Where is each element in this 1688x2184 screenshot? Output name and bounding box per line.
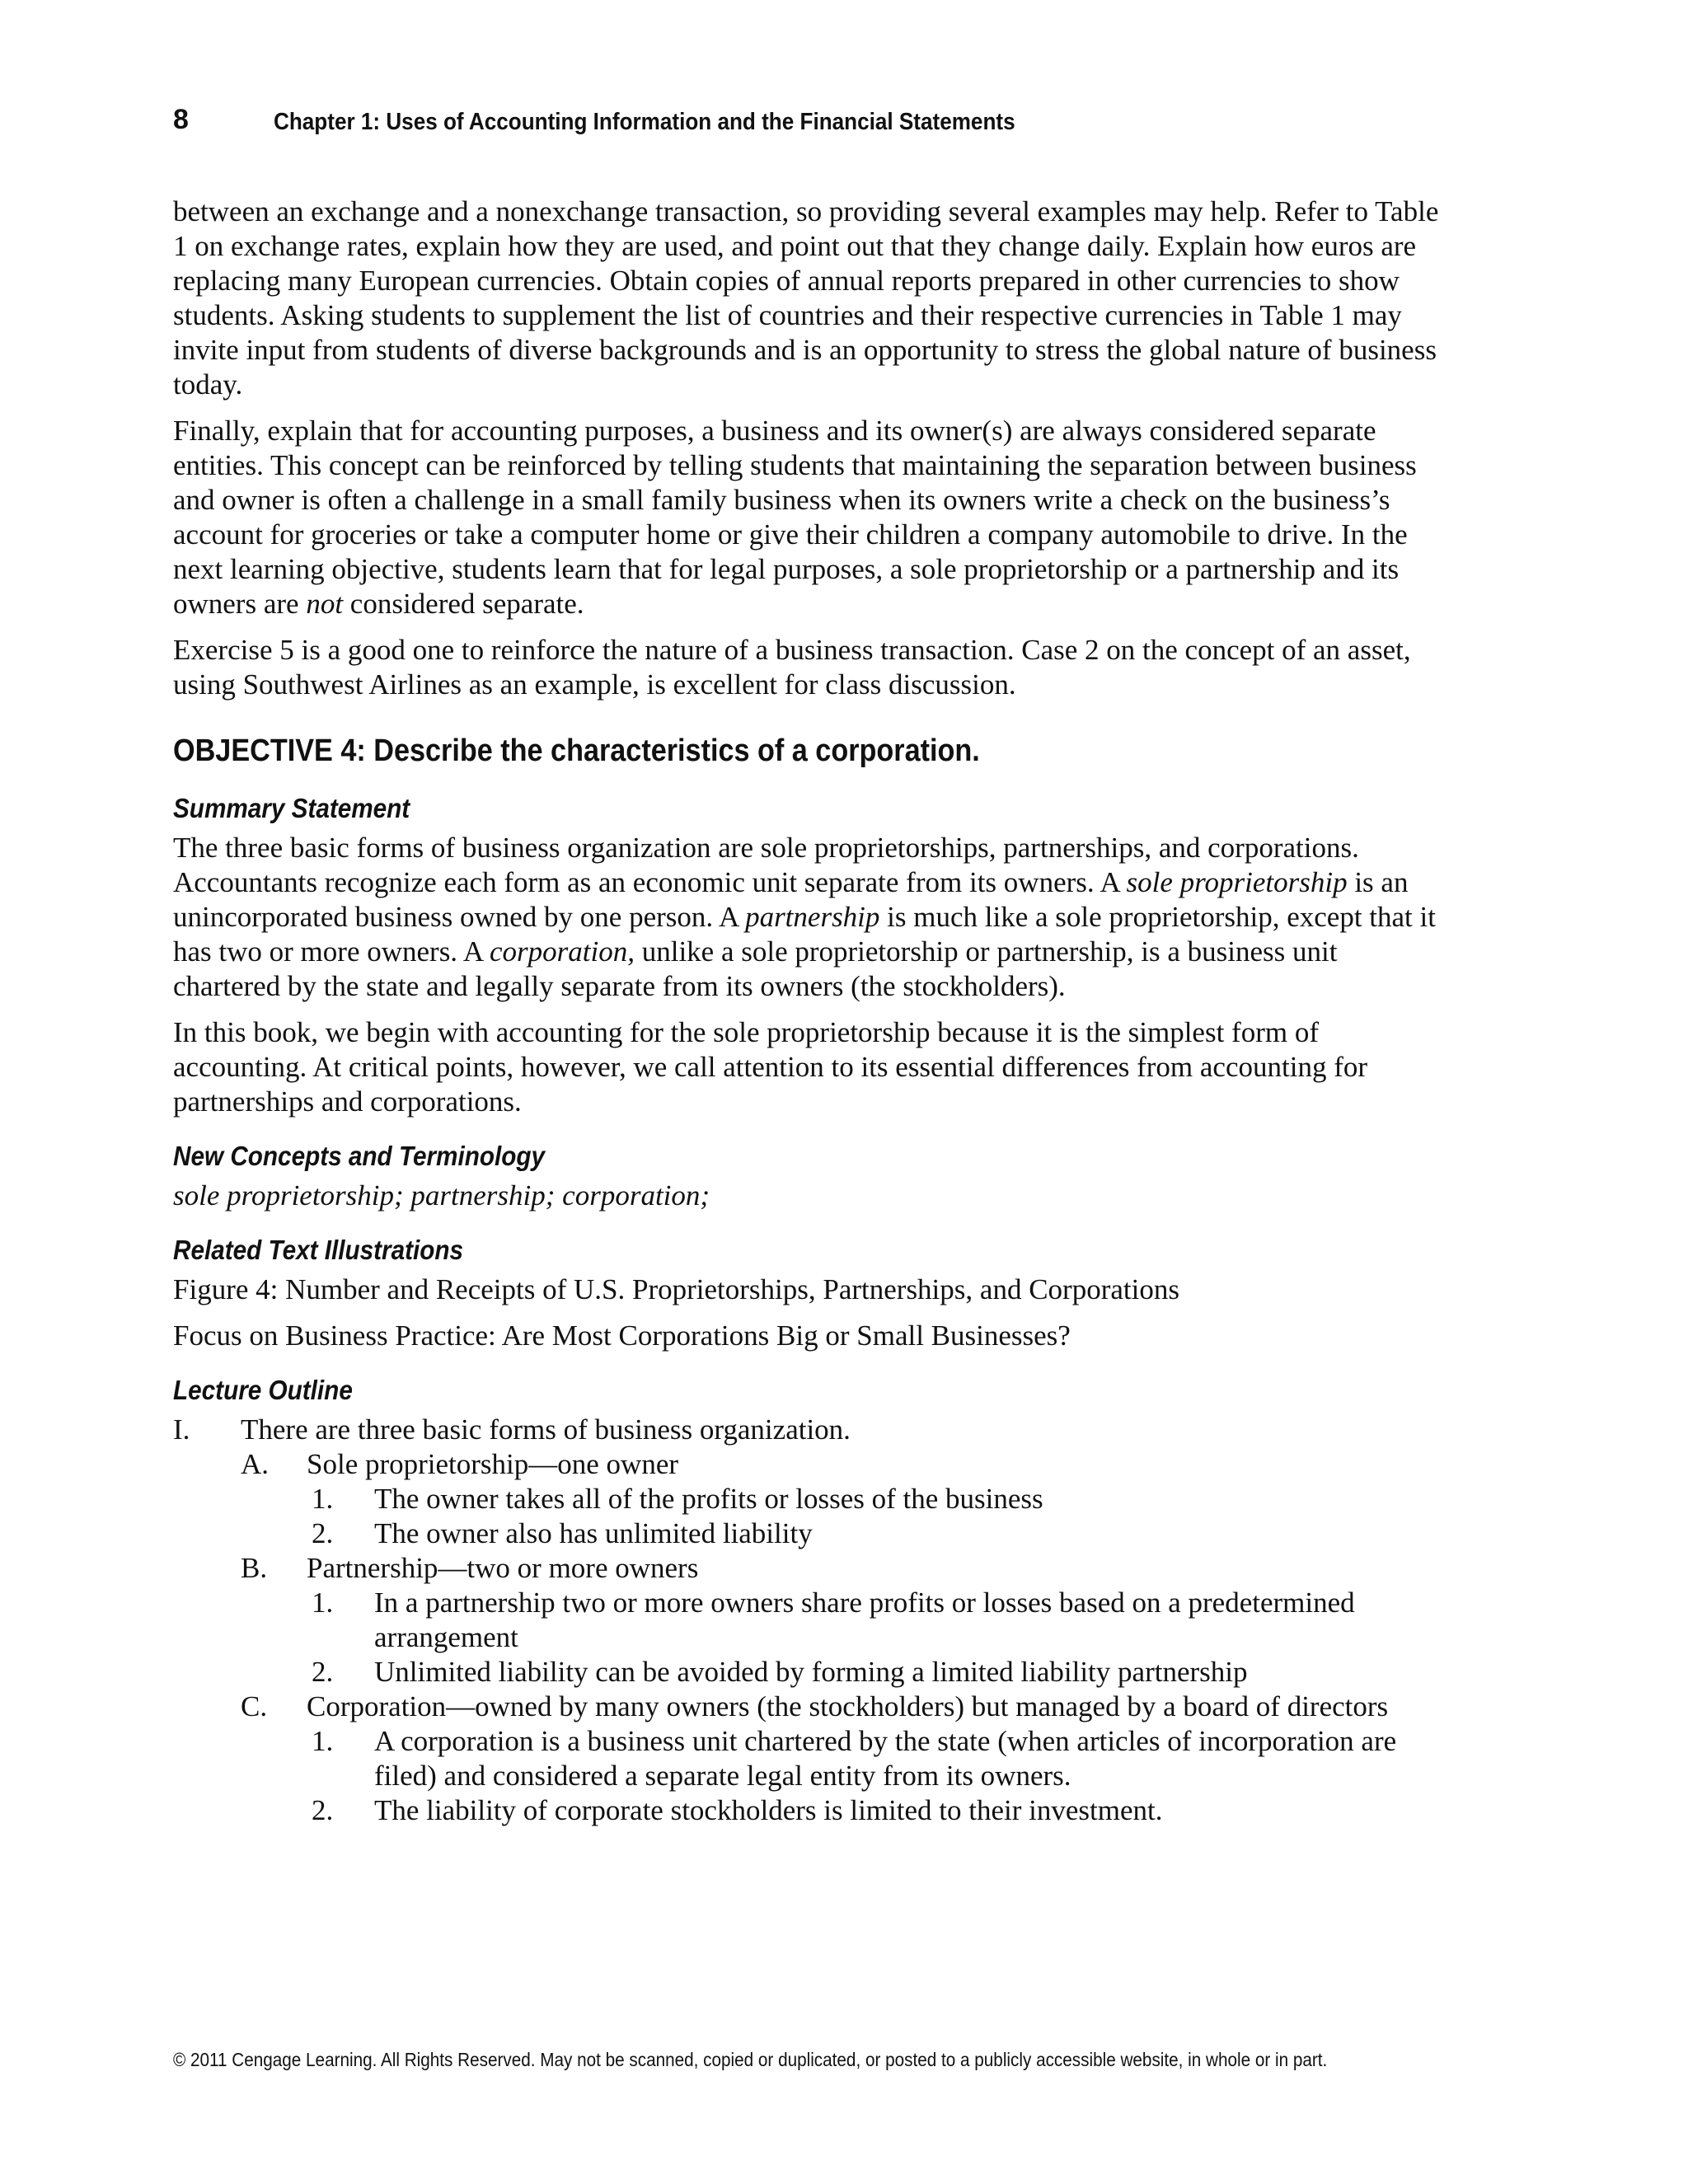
outline-item bbox=[173, 1447, 1442, 1482]
paragraph-separate-entities bbox=[173, 414, 1442, 621]
summary-heading: Summary Statement bbox=[173, 793, 410, 823]
paragraph-text: unlike a sole proprietorship or partnership, is a business unit chartered by the state and legally separate from its owners (the stockholders). bbox=[173, 935, 1338, 1002]
outline-marker: C. bbox=[241, 1690, 268, 1722]
page-body bbox=[173, 194, 1442, 1828]
lecture-outline bbox=[173, 1413, 1442, 1828]
summary-paragraph-2: In this book, we begin with accounting for the sole proprietorship because it is the simplest form of accounting. At critical points, however, we call attention to its essential differences from accounting for partnerships and corporations. bbox=[173, 1016, 1368, 1118]
outline-text: Partnership—two or more owners bbox=[307, 1552, 699, 1584]
outline-item bbox=[173, 1655, 1442, 1690]
outline-marker: 1. bbox=[312, 1586, 334, 1619]
concepts-terms: sole proprietorship; partnership; corporation; bbox=[173, 1179, 710, 1212]
objective-heading: OBJECTIVE 4: Describe the characteristics of a corporation. bbox=[173, 733, 980, 768]
term-corporation: corporation, bbox=[489, 935, 635, 968]
outline-item bbox=[173, 1690, 1442, 1724]
outline-text: Sole proprietorship—one owner bbox=[307, 1448, 679, 1480]
illustration-item: Focus on Business Practice: Are Most Corporations Big or Small Businesses? bbox=[173, 1319, 1071, 1352]
paragraph-text: is much like a sole proprietorship, except that it has two or more owners. A bbox=[173, 901, 1436, 968]
outline-item bbox=[173, 1793, 1442, 1828]
outline-text: The liability of corporate stockholders is limited to their investment. bbox=[374, 1794, 1163, 1826]
term-partnership: partnership bbox=[745, 901, 880, 933]
outline-item bbox=[173, 1724, 1442, 1793]
outline-text: In a partnership two or more owners share profits or losses based on a predetermined arrangement bbox=[374, 1586, 1355, 1653]
outline-heading: Lecture Outline bbox=[173, 1375, 353, 1405]
outline-marker: 2. bbox=[312, 1517, 334, 1549]
chapter-title: Chapter 1: Uses of Accounting Information and the Financial Statements bbox=[274, 109, 1015, 135]
illustration-item: Figure 4: Number and Receipts of U.S. Proprietorships, Partnerships, and Corporations bbox=[173, 1273, 1179, 1305]
outline-marker: B. bbox=[241, 1552, 268, 1584]
term-sole-proprietorship: sole proprietorship bbox=[1126, 866, 1348, 898]
outline-marker: 2. bbox=[312, 1656, 334, 1688]
paragraph-exchange: between an exchange and a nonexchange transaction, so providing several examples may help. Refer to Table 1 on exchange rates, explain how they are used, and point out that they change daily. Explain how euros are replacing many European currencies. Obtain copies of annual reports prepared in other currencies to show students. Asking students to supplement the list of countries and their respective currencies in Table 1 may invite input from students of diverse backgrounds and is an opportunity to stress the global nature of business today. bbox=[173, 195, 1439, 401]
page-header bbox=[173, 101, 1459, 142]
copyright-footer: © 2011 Cengage Learning. All Rights Reserved. May not be scanned, copied or duplicated, or posted to a publicly accessible website, in whole or in part. bbox=[173, 2049, 1328, 2070]
outline-text: Unlimited liability can be avoided by forming a limited liability partnership bbox=[374, 1656, 1248, 1688]
paragraph-text: considered separate. bbox=[343, 588, 584, 620]
outline-marker: 1. bbox=[312, 1725, 334, 1757]
outline-marker: I. bbox=[173, 1413, 190, 1446]
concepts-heading: New Concepts and Terminology bbox=[173, 1141, 546, 1171]
outline-item bbox=[173, 1413, 1442, 1447]
paragraph-text: is an unincorporated business owned by one person. A bbox=[173, 866, 1409, 933]
illustrations-heading: Related Text Illustrations bbox=[173, 1235, 464, 1265]
outline-marker: A. bbox=[241, 1448, 270, 1480]
outline-item bbox=[173, 1482, 1442, 1516]
page-number: 8 bbox=[173, 104, 189, 135]
emphasis-not: not bbox=[306, 588, 344, 620]
outline-marker: 1. bbox=[312, 1483, 334, 1515]
outline-marker: 2. bbox=[312, 1794, 334, 1826]
paragraph-exercise: Exercise 5 is a good one to reinforce the nature of a business transaction. Case 2 on the concept of an asset, using Southwest Airlines as an example, is excellent for class discussion. bbox=[173, 634, 1411, 701]
paragraph-text: The three basic forms of business organization are sole proprietorships, partnerships, and corporations. Accountants recognize each form as an economic unit separate from its owners. A bbox=[173, 832, 1359, 898]
outline-item bbox=[173, 1586, 1442, 1655]
outline-item bbox=[173, 1551, 1442, 1586]
outline-text: Corporation—owned by many owners (the stockholders) but managed by a board of directors bbox=[307, 1690, 1389, 1722]
outline-item bbox=[173, 1516, 1442, 1551]
outline-text: There are three basic forms of business organization. bbox=[241, 1413, 851, 1446]
outline-text: A corporation is a business unit chartered by the state (when articles of incorporation are filed) and considered a separate legal entity from its owners. bbox=[374, 1725, 1397, 1792]
summary-paragraph bbox=[173, 831, 1442, 1004]
paragraph-text: Finally, explain that for accounting purposes, a business and its owner(s) are always considered separate entities. This concept can be reinforced by telling students that maintaining the separation between business and owner is often a challenge in a small family business when its owners write a check on the business’s account for groceries or take a computer home or give their children a company automobile to drive. In the next learning objective, students learn that for legal purposes, a sole proprietorship or a partnership and its owners are bbox=[173, 415, 1417, 620]
outline-text: The owner takes all of the profits or losses of the business bbox=[374, 1483, 1043, 1515]
outline-text: The owner also has unlimited liability bbox=[374, 1517, 813, 1549]
